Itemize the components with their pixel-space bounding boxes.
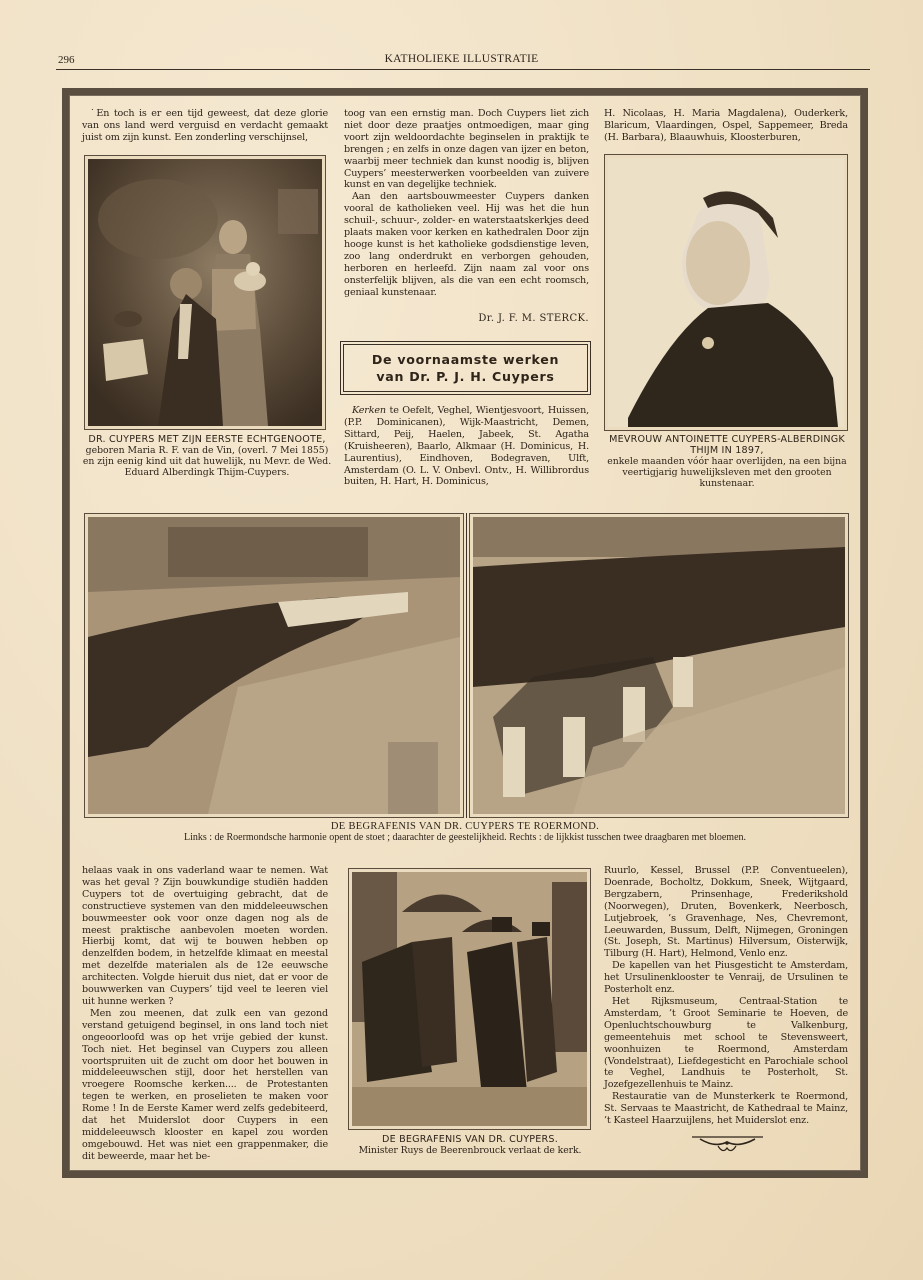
works-lead: Kerken: [352, 405, 386, 416]
bottom-col3: [604, 865, 848, 1127]
photo-funeral-coffin: [469, 513, 849, 818]
caption-funeral-roermond: [85, 821, 845, 843]
caption-body: Links : de Roermondsche harmonie opent de stoet ; daarachter de geestelijkheid. Rechts : de lijkkist tusschen twee draagbaren met bloemen.: [183, 832, 747, 843]
paragraph: toog van een ernstig man. Doch Cuypers liet zich niet door deze praatjes ontmoedigen, maar ging voort zijn weldoordachte beginselen in praktijk te brengen ; en zelfs in onze dagen van ijzer en beton, waarbij meer techniek dan kunst noodig is, blijven Cuypers’ meesterwerken voorbeelden van zuivere kunst en van degelijke techniek.: [344, 108, 589, 191]
works-heading-line2: van Dr. P. J. H. Cuypers: [376, 369, 555, 384]
caption-title: DE BEGRAFENIS VAN DR. CUYPERS TE ROERMOND.: [330, 821, 600, 832]
paragraph: ˙En toch is er een tijd geweest, dat deze glorie van ons land werd verguisd en verdacht gemaakt juist om zijn kunst. Een zonderling verschijnsel,: [82, 108, 328, 143]
paragraph: Aan den aartsbouwmeester Cuypers danken vooral de katholieken veel. Hij was het die hun schuil-, schuur-, zolder- en waterstaatskerkjes deed plaats maken voor kerken en kathedralen Door zijn hooge kunst is het katholieke godsdienstige leven, zoo lang onderdrukt en verborgen gehouden, herboren en herleefd. Zijn naam zal voor ons onsterfelijk blijven, als die van een echt roomsch, geniaal kunstenaar.: [344, 191, 589, 298]
ornament-flourish-icon: [690, 1134, 765, 1156]
caption-title: DE BEGRAFENIS VAN DR. CUYPERS.: [382, 1134, 558, 1145]
header-rule: [56, 69, 870, 70]
running-title: KATHOLIEKE ILLUSTRATIE: [384, 53, 539, 65]
works-heading-line1: De voornaamste werken: [371, 352, 560, 367]
page-number: 296: [58, 54, 75, 66]
photo-minister: [348, 868, 591, 1130]
works-heading-box: [343, 344, 588, 392]
paragraph: De kapellen van het Piusgesticht te Amsterdam, het Ursulinenklooster te Venraij, de Ursulinen te Posterholt enz.: [604, 960, 848, 996]
paragraph: [344, 405, 589, 488]
paragraph: Ruurlo, Kessel, Brussel (P.P. Conventueelen), Doenrade, Bocholtz, Dokkum, Sneek, Wijtgaard, Bergzabern, Prinsenhage, Frederikshold (Noorwegen), Druten, Bovenkerk, Neerbosch, Lutjebroek, ’s Gravenhage, Nes, Chevremont, Leeuwarden, Bussum, Delft, Nijmegen, Groningen (St. Joseph, St. Martinus) Hilversum, Oisterwijk, Tilburg (H. Hart), Helmond, Venlo enz.: [604, 865, 848, 960]
photo-divider: [466, 513, 467, 818]
works-text: te Oefelt, Veghel, Wientjesvoort, Huissen, (P.P. Dominicanen), Wijk-Maastricht, Demen, Sittard, Peij, Haelen, Jabeek, St. Agatha (Kruisheeren), Baarlo, Alkmaar (H. Dominicus, H. Laurentius), Eindhoven, Bodegraven, Ulft, Amsterdam (O. L. V. Onbevl. Ontv., H. Willibrordus buiten, H. Hart, H. Dominicus,: [344, 405, 589, 488]
author-signature: Dr. J. F. M. STERCK.: [478, 313, 589, 324]
paragraph: helaas vaak in ons vaderland waar te nemen. Wat was het geval ? Zijn bouwkundige studiën hadden Cuypers tot de overtuiging gebracht, dat de constructieve systemen van den middeleeuwschen bouwmeester ook voor onze dagen nog als de meest praktische aanbevolen moeten worden. Hierbij komt, dat wij te bouwen hebben op denzelfden bodem, in hetzelfde klimaat en meestal met dezelfde materialen als de 12e eeuwsche architecten. Volgde hieruit dus niet, dat er voor de bouwwerken van Cuypers’ tijd veel te leeren viel uit hunne werken ?: [82, 865, 328, 1007]
funeral-band-image: [88, 517, 460, 814]
photo-cuypers-family: [84, 155, 326, 430]
works-list: [344, 405, 589, 488]
painting-image: [88, 159, 322, 426]
top-col1-intro: [82, 108, 328, 144]
paragraph: Het Rijksmuseum, Centraal-Station te Amsterdam, ’t Groot Seminarie te Hoeven, de Openluchtschouwburg te Valkenburg, gemeentehuis met school te Stevensweert, woonhuizen te Roermond, Amsterdam (Vondelstraat), Liefdegesticht en Parochiale school te Veghel, Landhuis te Posterholt, St. Jozefgezellenhuis te Mainz.: [604, 995, 848, 1091]
caption-photo1: [82, 434, 332, 478]
portrait-image: [608, 158, 844, 427]
top-col2: [344, 108, 589, 299]
minister-image: [352, 872, 587, 1126]
caption-photo2: [601, 434, 853, 489]
paragraph: Restauratie van de Munsterkerk te Roermond, St. Servaas te Maastricht, de Kathedraal te Mainz, ’t Kasteel Haarzuijlens, het Muiderslot enz.: [604, 1091, 848, 1127]
paragraph: Men zou meenen, dat zulk een van gezond verstand getuigend beginsel, in ons land toch niet ongeoorloofd was op het vrije gebied der kunst. Toch niet. Het beginsel van Cuypers zou alleen voortspruiten uit de zucht om door het bouwen in middeleeuwschen stijl, door het herstellen van vroegere Roomsche kerken.... de Protestanten tegen te werken, en proselieten te maken voor Rome ! In de Eerste Kamer werd zelfs gedebiteerd, dat het Muiderslot door Cuypers in een middeleeuwsch klooster en kapel zou worden omgebouwd. Het was niet een grappenmaker, die dit beweerde, maar het be-: [82, 1007, 328, 1162]
paragraph: H. Nicolaas, H. Maria Magdalena), Ouderkerk, Blaricum, Vlaardingen, Ospel, Sappemeer, Breda (H. Barbara), Blaauwhuis, Kloosterburen,: [604, 108, 848, 143]
top-col3: [604, 108, 848, 144]
caption-title: DR. CUYPERS MET ZIJN EERSTE ECHTGENOOTE,: [88, 434, 326, 445]
caption-photo5: [340, 1134, 600, 1157]
caption-body: enkele maanden vóór haar overlijden, na een bijna veertigjarig huwelijksleven met den grooten kunstenaar.: [607, 456, 847, 489]
funeral-coffin-image: [473, 517, 845, 814]
caption-title: MEVROUW ANTOINETTE CUYPERS-ALBERDINGK THIJM IN 1897,: [609, 434, 845, 456]
caption-body: geboren Maria R. F. van de Vin, (overl. 7 Mei 1855) en zijn eenig kind uit dat huwelijk, nu Mevr. de Wed. Eduard Alberdingk Thijm-Cuypers.: [82, 445, 332, 478]
photo-antoinette-portrait: [604, 154, 848, 431]
caption-body: Minister Ruys de Beerenbrouck verlaat de kerk.: [358, 1145, 582, 1156]
photo-funeral-band: [84, 513, 464, 818]
bottom-col1: [82, 865, 328, 1163]
